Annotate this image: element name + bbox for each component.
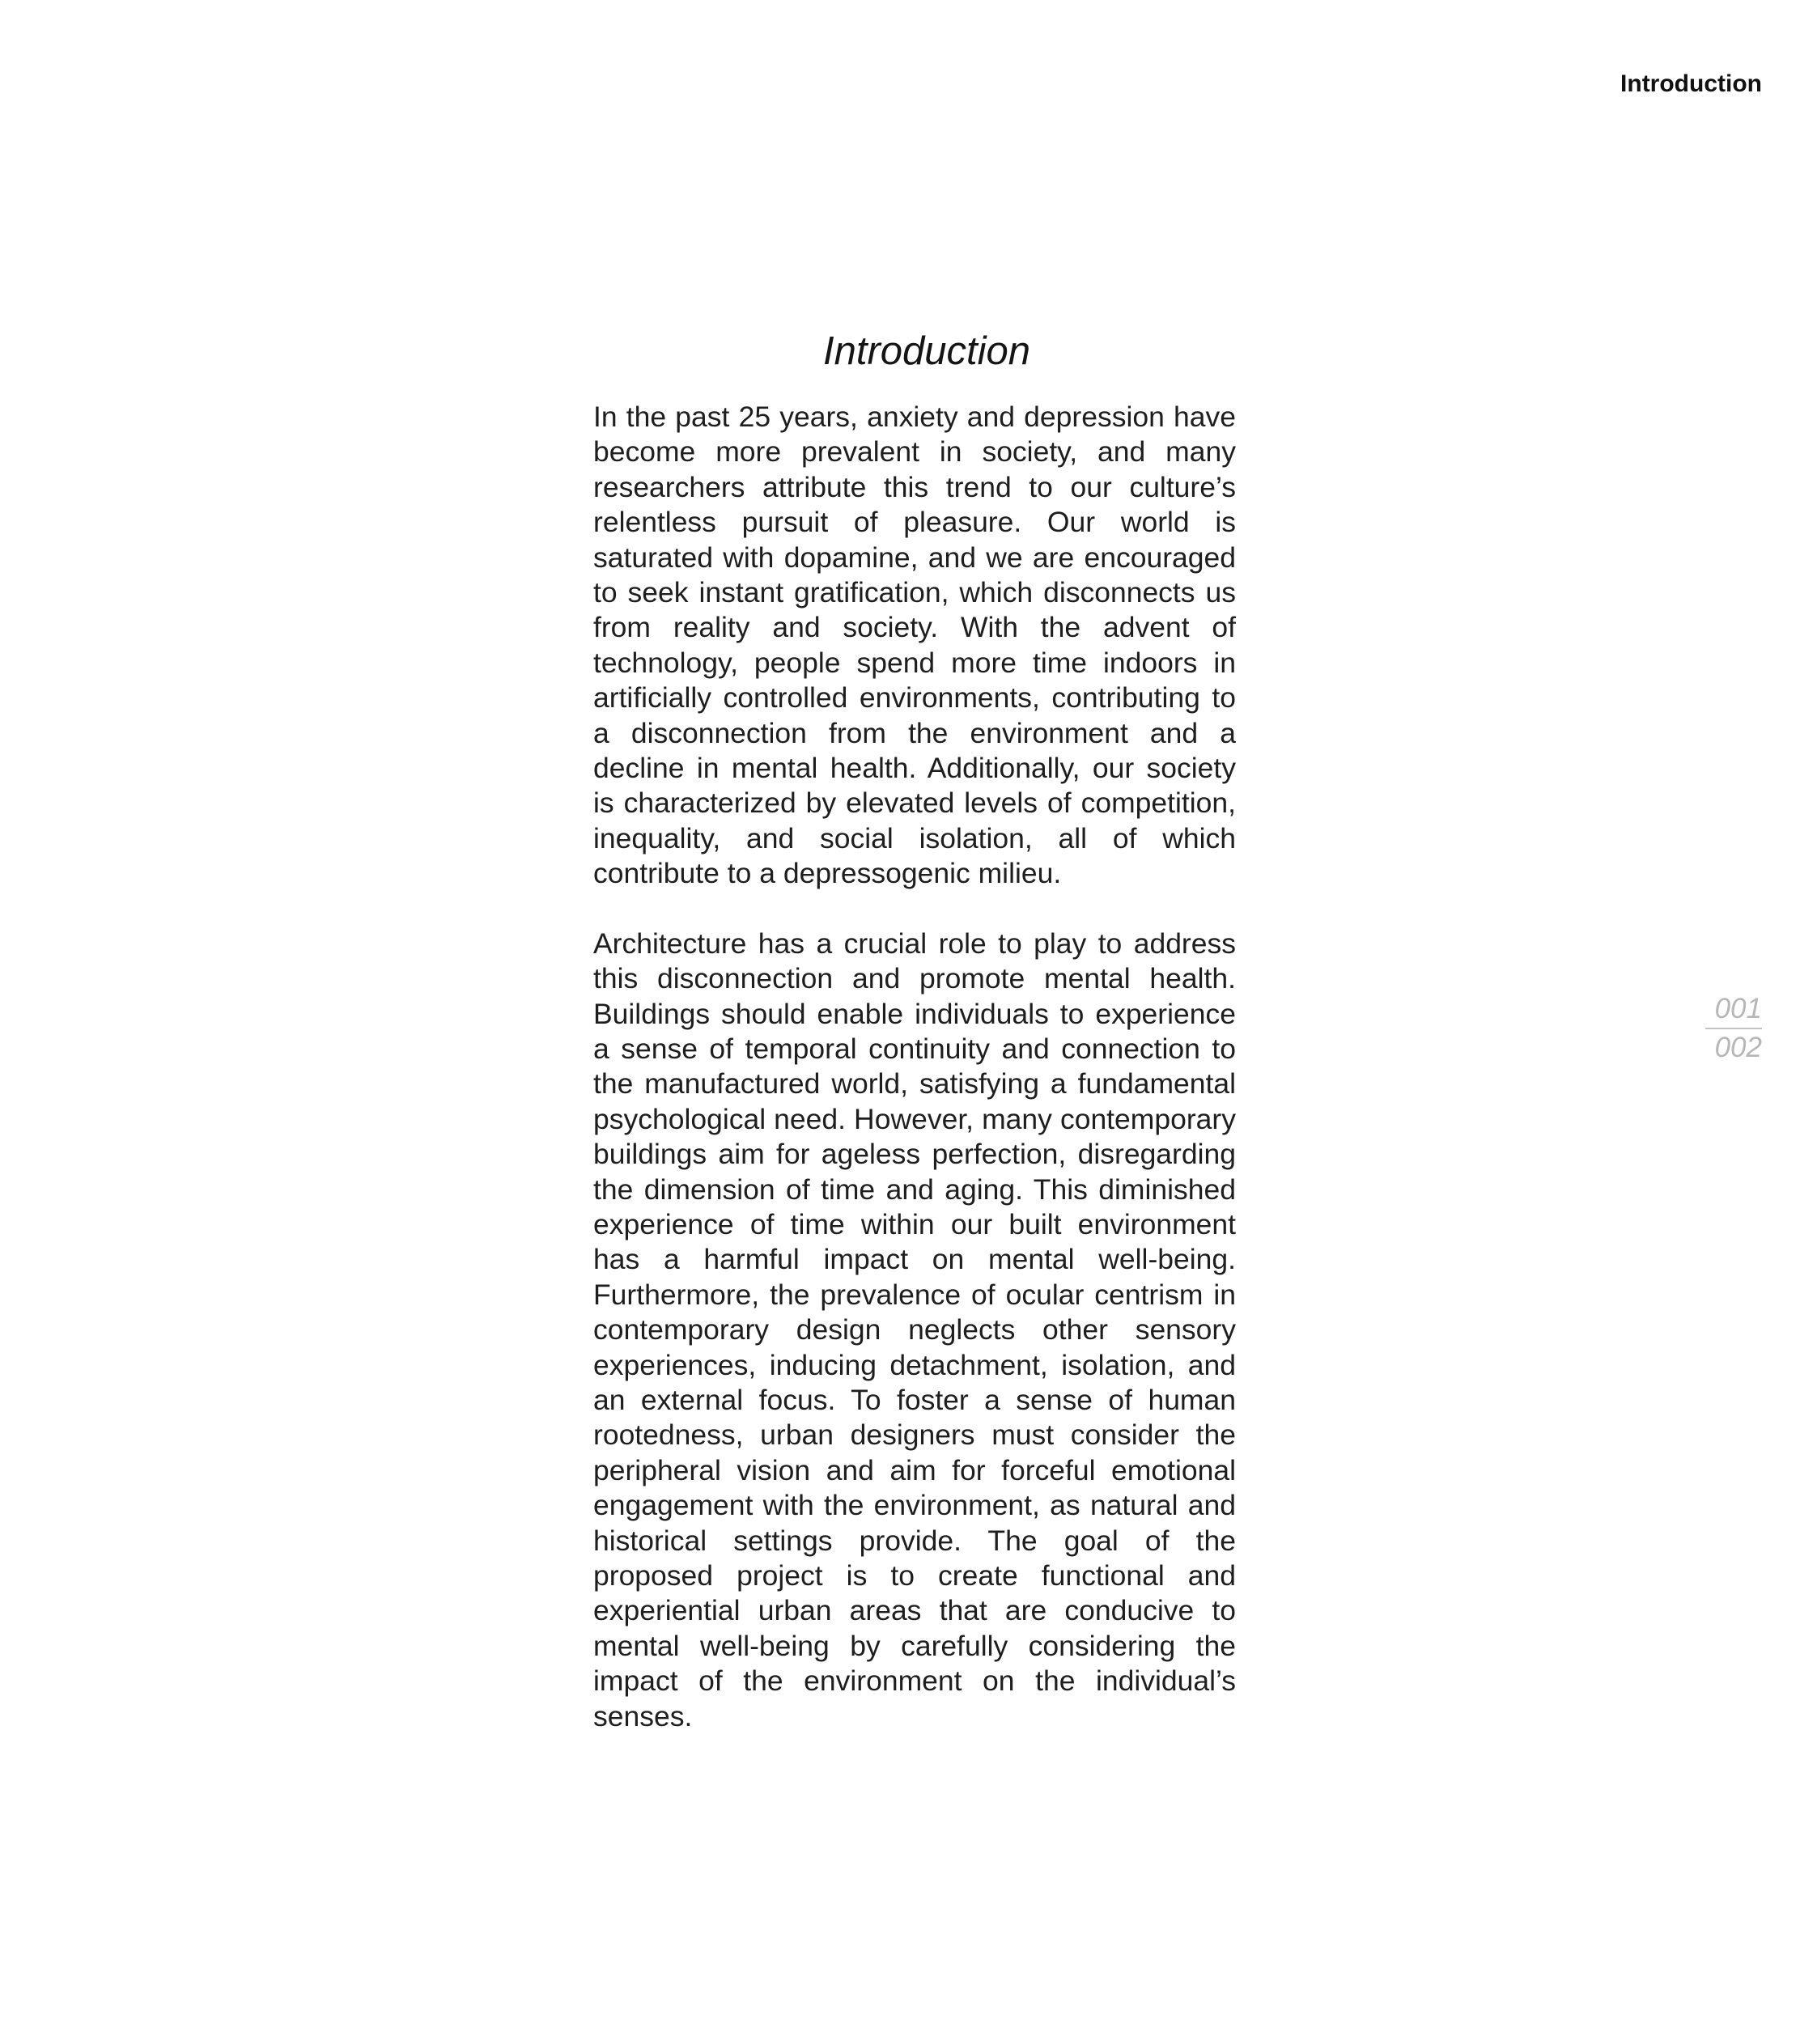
running-header-section-label: Introduction xyxy=(1620,70,1762,97)
article-body xyxy=(593,322,1236,1734)
page-number xyxy=(1689,992,1762,1065)
paragraph-2: Architecture has a crucial role to play to address this disconnection and promote mental health. Buildings should enable individuals to experience a sense of temporal continuity and connection to the manufactured world, satisfying a fundamental psychological need. However, many contemporary buildings aim for ageless perfection, disregarding the dimension of time and aging. This diminished experience of time within our built environment has a harmful impact on mental well-being. Furthermore, the prevalence of ocular centrism in contemporary design neglects other sensory experiences, inducing detachment, isolation, and an external focus. To foster a sense of human rootedness, urban designers must consider the peripheral vision and aim for forceful emotional engagement with the environment, as natural and historical settings provide. The goal of the proposed project is to create functional and experiential urban areas that are conducive to mental well-being by carefully considering the impact of the environment on the individual’s senses. xyxy=(593,927,1236,1732)
paragraph-1: In the past 25 years, anxiety and depression have become more prevalent in society, and many researchers attribute this trend to our culture’s relentless pursuit of pleasure. Our world is saturated with dopamine, and we are encouraged to seek instant gratification, which disconnects us from reality and society. With the advent of technology, people spend more time indoors in artificially controlled environments, contributing to a disconnection from the environment and a decline in mental health. Additionally, our society is characterized by elevated levels of competition, inequality, and social isolation, all of which contribute to a depressogenic milieu. xyxy=(593,401,1236,890)
page-number-current: 001 xyxy=(1714,993,1762,1024)
page-number-total: 002 xyxy=(1714,1032,1762,1063)
page-title: Introduction xyxy=(822,329,1031,373)
page-number-divider xyxy=(1705,1028,1762,1029)
